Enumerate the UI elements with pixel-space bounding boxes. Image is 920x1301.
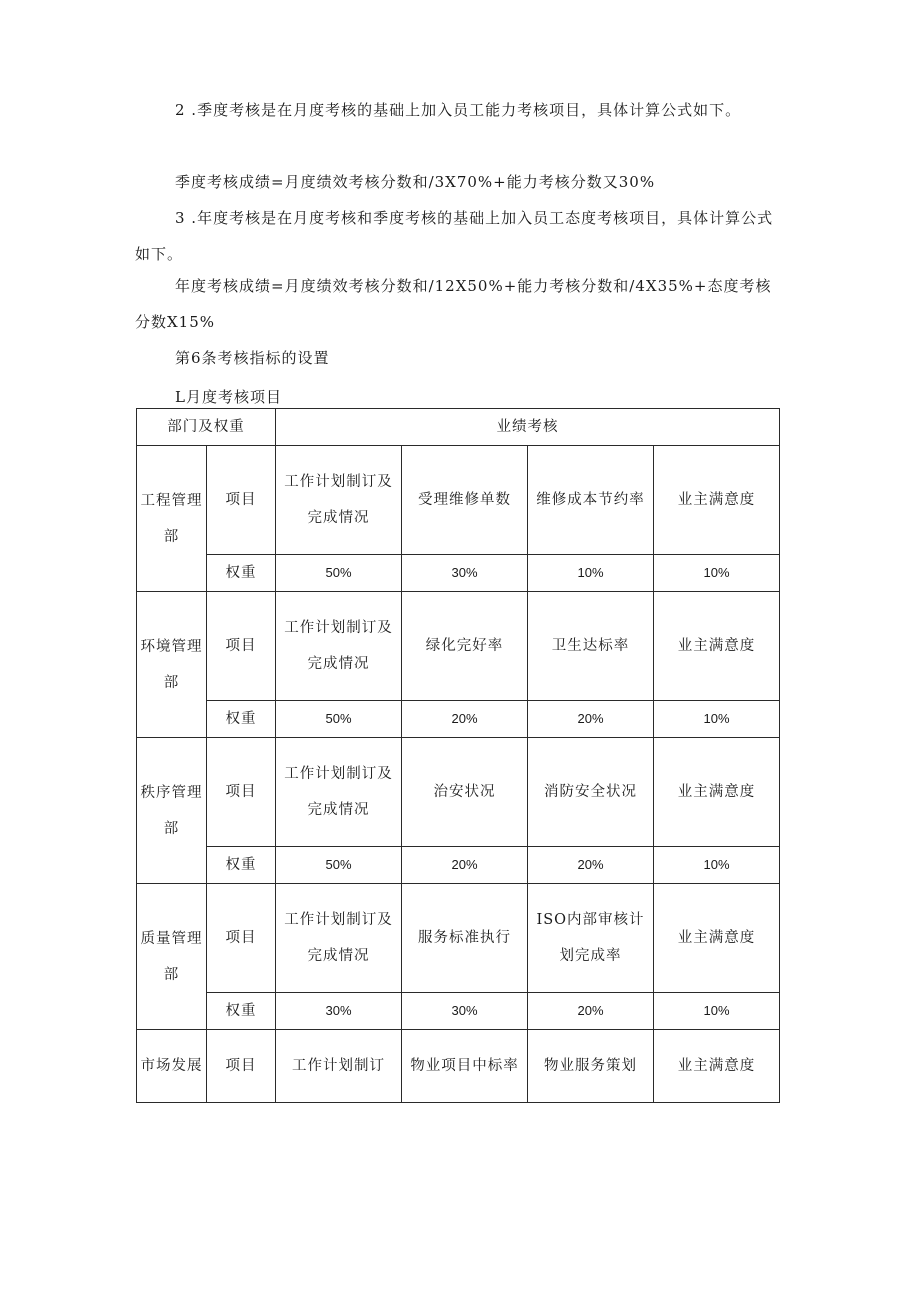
table-caption: L月度考核项目	[175, 388, 282, 406]
table-row-items	[137, 738, 780, 847]
weight-label: 权重	[207, 701, 276, 738]
weight-cell: 20%	[402, 847, 528, 884]
item-cell: 工作计划制订	[276, 1030, 402, 1103]
weight-cell: 20%	[402, 701, 528, 738]
item-cell: 维修成本节约率	[528, 446, 654, 555]
paragraph-annual-assessment: 3 .年度考核是在月度考核和季度考核的基础上加入员工态度考核项目，具体计算公式如下。	[135, 209, 774, 263]
weight-label: 权重	[207, 847, 276, 884]
item-cell: 卫生达标率	[528, 592, 654, 701]
item-cell: 业主满意度	[654, 884, 780, 993]
table-row-items	[137, 592, 780, 701]
header-dept-weight: 部门及权重	[137, 409, 276, 446]
table-header-row	[137, 409, 780, 446]
monthly-assessment-table	[136, 408, 780, 1103]
table-row-weights	[137, 555, 780, 592]
weight-cell: 30%	[402, 555, 528, 592]
table-row-weights	[137, 993, 780, 1030]
item-cell: 工作计划制订及完成情况	[276, 446, 402, 555]
item-cell: ISO内部审核计划完成率	[528, 884, 654, 993]
dept-name: 环境管理部	[137, 592, 207, 738]
weight-cell: 10%	[654, 993, 780, 1030]
paragraph-annual-formula: 年度考核成绩=月度绩效考核分数和/12X50%+能力考核分数和/4X35%+态度考核分数X15%	[135, 277, 772, 331]
paragraph-quarterly-assessment: 2 .季度考核是在月度考核的基础上加入员工能力考核项目，具体计算公式如下。	[175, 101, 742, 119]
weight-cell: 10%	[654, 555, 780, 592]
item-cell: 工作计划制订及完成情况	[276, 738, 402, 847]
item-cell: 工作计划制订及完成情况	[276, 592, 402, 701]
item-cell: 业主满意度	[654, 738, 780, 847]
weight-cell: 50%	[276, 847, 402, 884]
weight-cell: 50%	[276, 701, 402, 738]
table-row-weights	[137, 701, 780, 738]
item-label: 项目	[207, 738, 276, 847]
weight-cell: 10%	[528, 555, 654, 592]
item-cell: 工作计划制订及完成情况	[276, 884, 402, 993]
item-cell: 治安状况	[402, 738, 528, 847]
weight-cell: 10%	[654, 701, 780, 738]
weight-cell: 20%	[528, 993, 654, 1030]
dept-name: 工程管理部	[137, 446, 207, 592]
dept-name: 市场发展	[137, 1030, 207, 1103]
item-label: 项目	[207, 592, 276, 701]
table-row-items	[137, 1030, 780, 1103]
dept-name: 秩序管理部	[137, 738, 207, 884]
table-row-items	[137, 884, 780, 993]
weight-cell: 50%	[276, 555, 402, 592]
dept-name: 质量管理部	[137, 884, 207, 1030]
item-cell: 受理维修单数	[402, 446, 528, 555]
header-performance: 业绩考核	[276, 409, 780, 446]
item-cell: 业主满意度	[654, 592, 780, 701]
item-label: 项目	[207, 446, 276, 555]
item-cell: 业主满意度	[654, 446, 780, 555]
paragraph-quarterly-formula: 季度考核成绩=月度绩效考核分数和/3X70%+能力考核分数又30%	[175, 173, 656, 191]
item-cell: 消防安全状况	[528, 738, 654, 847]
weight-cell: 20%	[528, 701, 654, 738]
weight-cell: 30%	[276, 993, 402, 1030]
item-cell: 物业服务策划	[528, 1030, 654, 1103]
item-cell: 服务标准执行	[402, 884, 528, 993]
table-row-weights	[137, 847, 780, 884]
weight-cell: 10%	[654, 847, 780, 884]
weight-label: 权重	[207, 993, 276, 1030]
item-cell: 绿化完好率	[402, 592, 528, 701]
item-label: 项目	[207, 1030, 276, 1103]
table-row-items	[137, 446, 780, 555]
weight-label: 权重	[207, 555, 276, 592]
weight-cell: 30%	[402, 993, 528, 1030]
weight-cell: 20%	[528, 847, 654, 884]
item-cell: 物业项目中标率	[402, 1030, 528, 1103]
section-heading-article-6: 第6条考核指标的设置	[175, 349, 330, 367]
item-cell: 业主满意度	[654, 1030, 780, 1103]
item-label: 项目	[207, 884, 276, 993]
